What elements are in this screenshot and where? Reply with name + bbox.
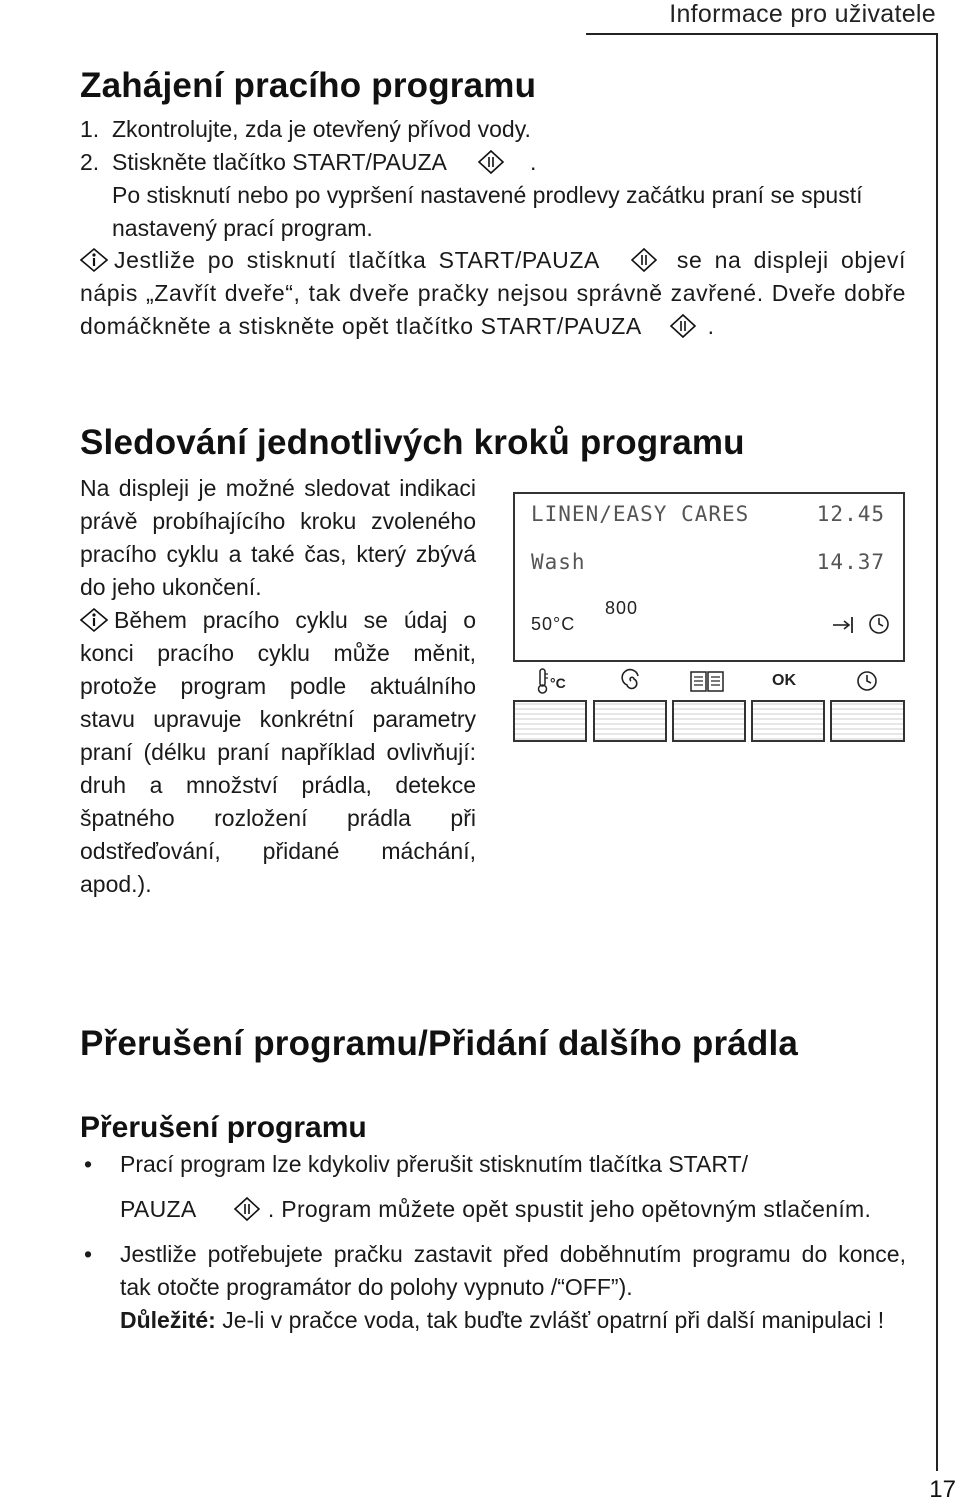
end-arrow-icon	[831, 614, 855, 636]
monitoring-note-text: Během pracího cyklu se údaj o konci pracího cyklu může měnit, protože program podle aktuálního stavu upravuje konkrétní parametry praní (délku praní například ovlivňují: druh a množství prádla, detekce špatného rozložení prádla při odstřeďování, přidané máchání, apod.).	[80, 607, 476, 897]
start-note-text-before: Jestliže po stisknutí tlačítka START/PAUZA	[114, 247, 599, 273]
ok-icon: OK	[772, 672, 796, 689]
bullet-stop: • Jestliže potřebujete pračku zastavit před doběhnutím programu do konce, tak otočte programátor do polohy vypnuto /“OFF”). Důležité: Je-li v pračce voda, tak buďte zvlášť opatrní při další manipulaci !	[80, 1238, 906, 1337]
control-display	[513, 492, 905, 662]
spin-spiral-icon	[618, 666, 644, 696]
margin-rule	[936, 33, 938, 1471]
step-1-number: 1.	[80, 116, 100, 142]
bullet-stop-text: Jestliže potřebujete pračku zastavit před doběhnutím programu do konce, tak otočte programátor do polohy vypnuto /“OFF”).	[120, 1241, 906, 1300]
display-temperature: 50°C	[531, 614, 576, 634]
svg-text:°C: °C	[550, 675, 566, 691]
bullet-interrupt-line2	[120, 1193, 906, 1226]
start-pause-icon	[232, 1196, 262, 1222]
panel-button-temperature[interactable]	[513, 700, 587, 742]
start-pause-icon	[629, 247, 659, 273]
start-steps-block	[80, 113, 906, 245]
section-title-interrupt: Přerušení programu/Přidání dalšího prádla	[80, 1024, 799, 1063]
step-2-continuation: Po stisknutí nebo po vypršení nastavené prodlevy začátku praní se spustí nastavený prací program.	[112, 182, 863, 241]
monitoring-block	[80, 472, 476, 901]
step-1-text: Zkontrolujte, zda je otevřený přívod vody.	[112, 116, 531, 142]
bullet-interrupt: • Prací program lze kdykoliv přerušit stisknutím tlačítka START/ PAUZA . Program můžete opět spustit jeho opětovným stlačením.	[80, 1148, 906, 1226]
info-icon	[80, 247, 108, 273]
interrupt-bullets-block	[80, 1148, 906, 1337]
bullet-interrupt-line1: Prací program lze kdykoliv přerušit stisknutím tlačítka START/	[120, 1151, 748, 1177]
section-title-monitoring: Sledování jednotlivých kroků programu	[80, 423, 745, 462]
panel-button-spin[interactable]	[593, 700, 667, 742]
subsection-title-interrupt-program: Přerušení programu	[80, 1111, 367, 1144]
bullet-interrupt-rest: . Program můžete opět spustit jeho opětovným stlačením.	[267, 1196, 872, 1222]
step-1	[80, 113, 906, 146]
display-program-name: LINEN/EASY CARES	[531, 502, 750, 526]
panel-button-ok[interactable]	[751, 700, 825, 742]
start-note-text-after: se na displeji objeví nápis „Zavřít dveře“, tak dveře pračky nejsou správně zavřené. Dveře dobře domáčkněte a stiskněte opět tlačítko START/PAUZA	[80, 247, 906, 339]
clock-icon	[854, 666, 880, 696]
display-phase: Wash	[531, 550, 586, 574]
display-time-2: 14.37	[816, 550, 885, 574]
step-2	[80, 146, 906, 245]
header-rule	[586, 33, 938, 35]
start-pause-icon	[668, 313, 698, 339]
bullet-interrupt-pauza: PAUZA	[120, 1196, 196, 1222]
display-time-1: 12.45	[816, 502, 885, 526]
page-number: 17	[929, 1476, 956, 1503]
step-2-number: 2.	[80, 149, 100, 175]
section-title-start-program: Zahájení pracího programu	[80, 66, 537, 105]
interrupt-bullets	[80, 1148, 906, 1337]
open-book-icon	[688, 666, 726, 696]
start-info-note	[80, 244, 906, 343]
important-label: Důležité:	[120, 1307, 216, 1333]
monitoring-info-note	[80, 604, 476, 901]
panel-button-delay[interactable]	[830, 700, 905, 742]
thermometer-celsius-icon	[536, 666, 570, 696]
clock-icon	[867, 612, 891, 636]
start-note-tail: .	[707, 313, 715, 339]
step-2-tail: .	[530, 149, 537, 175]
header-section-label: Informace pro uživatele	[669, 0, 936, 28]
important-text: Je-li v pračce voda, tak buďte zvlášť opatrní při další manipulaci !	[215, 1307, 885, 1333]
start-pause-icon	[476, 149, 506, 175]
start-steps-list	[80, 113, 906, 245]
monitoring-paragraph: Na displeji je možné sledovat indikaci právě probíhajícího kroku zvoleného pracího cyklu a také čas, který zbývá do jeho ukončení.	[80, 475, 476, 600]
display-spin-speed: 800	[605, 598, 639, 618]
panel-button-book[interactable]	[672, 700, 746, 742]
info-icon	[80, 607, 108, 633]
step-2-text: Stiskněte tlačítko START/PAUZA	[112, 149, 446, 175]
important-note	[120, 1304, 906, 1337]
